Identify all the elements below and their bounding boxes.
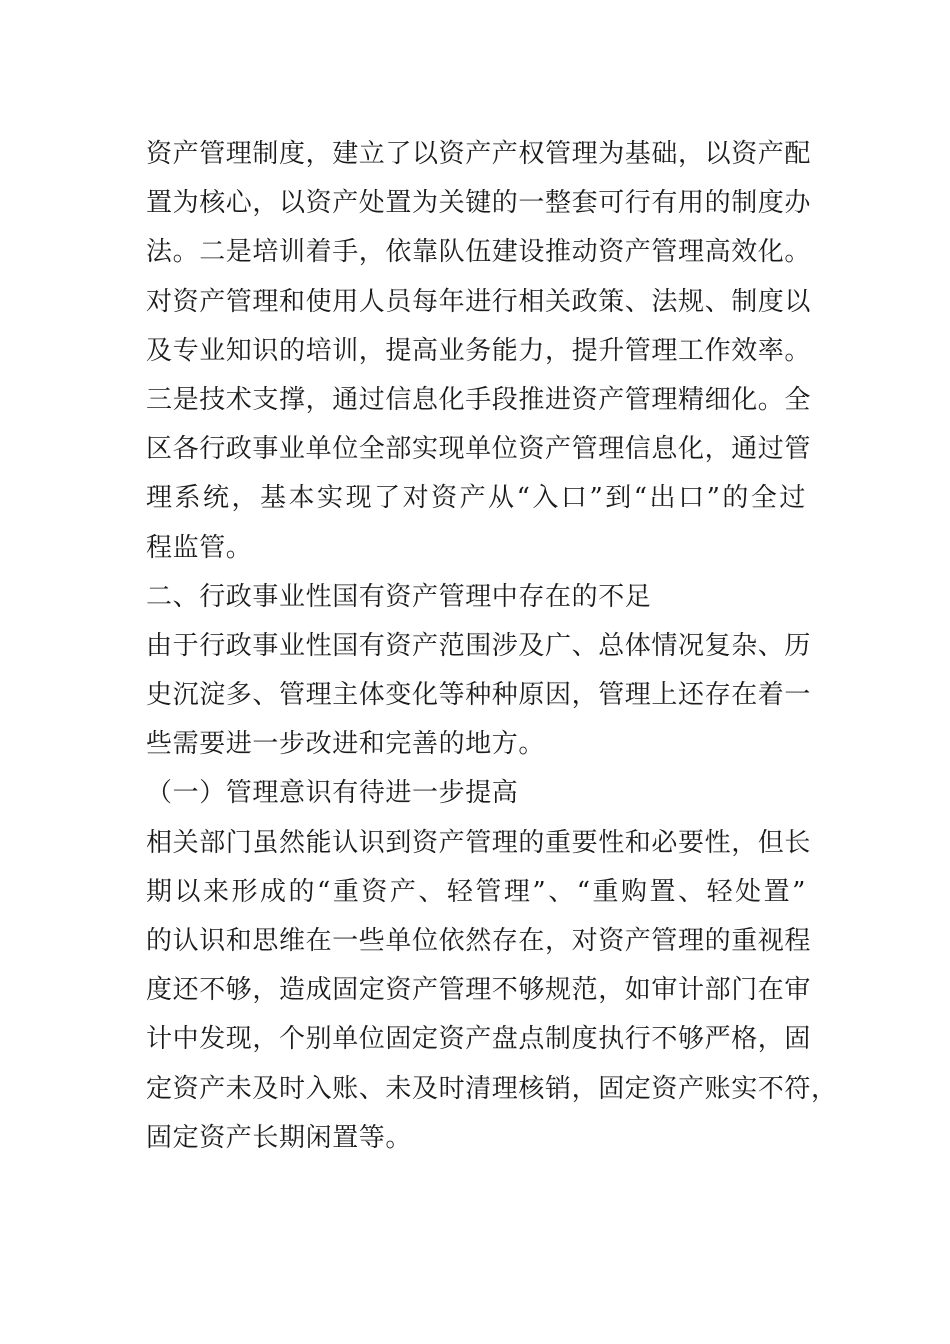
text-line: 固定资产长期闲置等。 [146, 1122, 413, 1153]
text-line: 计中发现，个别单位固定资产盘点制度执行不够严格，固 [146, 1024, 812, 1055]
text-line: 三是技术支撑，通过信息化手段推进资产管理精细化。全 [146, 384, 812, 415]
text-line: 定资产未及时入账、未及时清理核销，固定资产账实不符， [146, 1073, 838, 1104]
section-heading: 二、行政事业性国有资产管理中存在的不足 [146, 581, 652, 612]
text-line: 对资产管理和使用人员每年进行相关政策、法规、制度以 [146, 286, 812, 317]
text-line: 期以来形成的“重资产、轻管理”、“重购置、轻处置” [146, 876, 806, 907]
text-line: 理系统，基本实现了对资产从“入口”到“出口”的全过 [146, 483, 806, 514]
text-line: 些需要进一步改进和完善的地方。 [146, 729, 546, 760]
text-line: 史沉淀多、管理主体变化等种种原因，管理上还存在着一 [146, 680, 812, 711]
document-body [146, 130, 838, 1163]
text-line: 置为核心，以资产处置为关键的一整套可行有用的制度办 [146, 188, 812, 219]
text-line: 区各行政事业单位全部实现单位资产管理信息化，通过管 [146, 434, 812, 465]
text-line: 法。二是培训着手，依靠队伍建设推动资产管理高效化。 [146, 237, 812, 268]
text-line: 度还不够，造成固定资产管理不够规范，如审计部门在审 [146, 975, 812, 1006]
text-line: 程监管。 [146, 532, 253, 563]
subsection-heading: （一）管理意识有待进一步提高 [146, 778, 519, 809]
text-line: 及专业知识的培训，提高业务能力，提升管理工作效率。 [146, 335, 812, 366]
text-line: 资产管理制度，建立了以资产产权管理为基础，以资产配 [146, 139, 812, 169]
text-line: 相关部门虽然能认识到资产管理的重要性和必要性，但长 [146, 827, 812, 858]
text-line: 由于行政事业性国有资产范围涉及广、总体情况复杂、历 [146, 630, 812, 661]
text-line: 的认识和思维在一些单位依然存在，对资产管理的重视程 [146, 926, 812, 956]
